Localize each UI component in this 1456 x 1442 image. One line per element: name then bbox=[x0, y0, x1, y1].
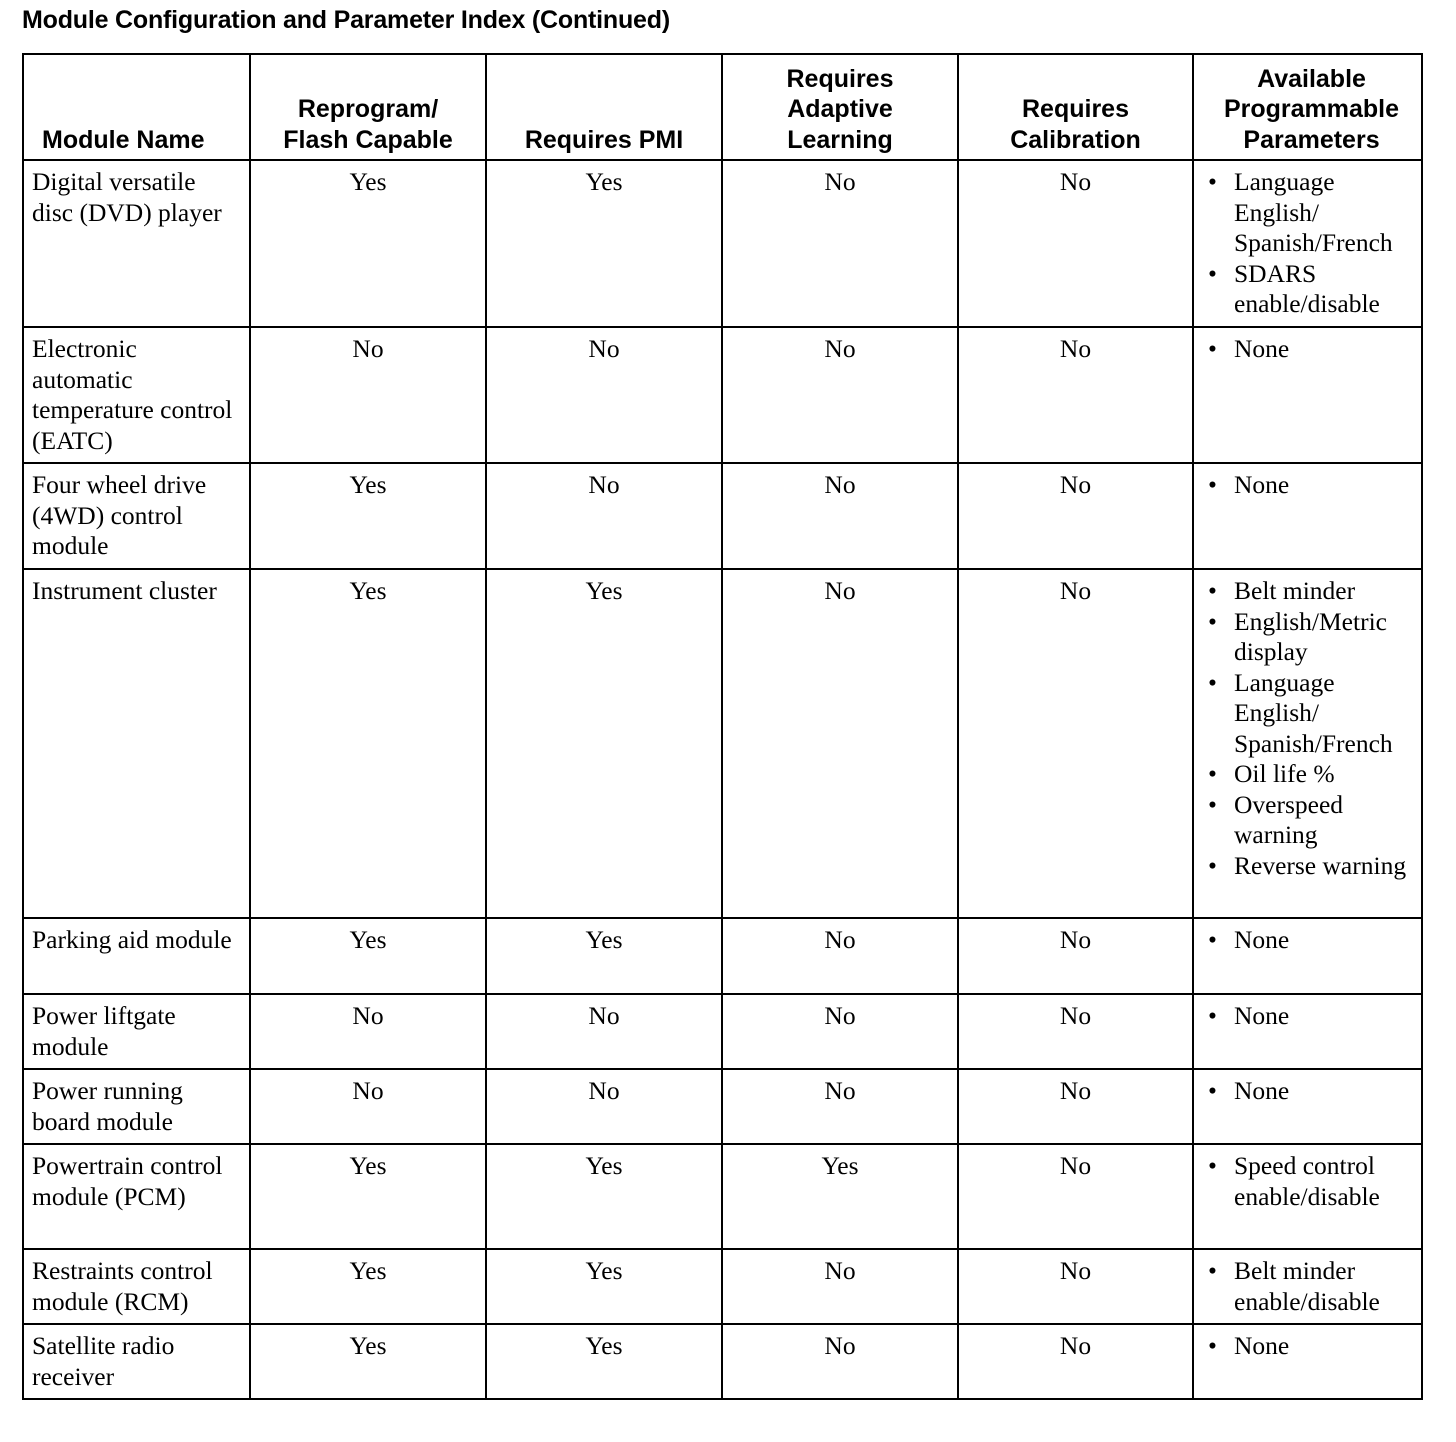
module-name-cell: Power liftgate module bbox=[23, 994, 250, 1069]
requires-pmi-cell: Yes bbox=[486, 1144, 722, 1249]
adaptive-learning-cell: No bbox=[722, 463, 958, 569]
header-module-name: Module Name bbox=[23, 54, 250, 160]
requires-pmi-cell: Yes bbox=[486, 1324, 722, 1399]
header-pmi: Requires PMI bbox=[486, 54, 722, 160]
parameter-item: • Overspeed warning bbox=[1234, 790, 1421, 851]
requires-pmi-cell: Yes bbox=[486, 569, 722, 918]
parameter-item: • Speed control enable/disable bbox=[1234, 1151, 1421, 1212]
parameters-list bbox=[1194, 334, 1421, 365]
requires-pmi-cell: No bbox=[486, 463, 722, 569]
parameter-item: • None bbox=[1234, 334, 1421, 365]
parameter-item: • Language English/ Spanish/French bbox=[1234, 668, 1421, 760]
parameters-cell bbox=[1193, 569, 1422, 918]
module-name-cell: Satellite radio receiver bbox=[23, 1324, 250, 1399]
flash-capable-cell: Yes bbox=[250, 463, 486, 569]
parameters-cell bbox=[1193, 918, 1422, 994]
module-name-cell: Powertrain control module (PCM) bbox=[23, 1144, 250, 1249]
header-calibration: Requires Calibration bbox=[958, 54, 1193, 160]
table-row bbox=[23, 463, 1422, 569]
adaptive-learning-cell: No bbox=[722, 994, 958, 1069]
adaptive-learning-cell: No bbox=[722, 1324, 958, 1399]
flash-capable-cell: Yes bbox=[250, 1144, 486, 1249]
parameters-list bbox=[1194, 1256, 1421, 1317]
table-row bbox=[23, 160, 1422, 327]
module-name-cell: Restraints control module (RCM) bbox=[23, 1249, 250, 1324]
parameters-list bbox=[1194, 1331, 1421, 1362]
page-title: Module Configuration and Parameter Index (Continued) bbox=[22, 6, 670, 34]
module-name-cell: Parking aid module bbox=[23, 918, 250, 994]
flash-capable-cell: Yes bbox=[250, 160, 486, 327]
calibration-cell: No bbox=[958, 1324, 1193, 1399]
adaptive-learning-cell: No bbox=[722, 1249, 958, 1324]
calibration-cell: No bbox=[958, 1069, 1193, 1144]
header-row bbox=[23, 54, 1422, 160]
parameter-item: • Oil life % bbox=[1234, 759, 1421, 790]
adaptive-learning-cell: Yes bbox=[722, 1144, 958, 1249]
parameter-item: • None bbox=[1234, 470, 1421, 501]
calibration-cell: No bbox=[958, 569, 1193, 918]
parameter-item: • SDARS enable/disable bbox=[1234, 259, 1421, 320]
parameters-cell bbox=[1193, 994, 1422, 1069]
parameters-list bbox=[1194, 925, 1421, 956]
table-row bbox=[23, 1069, 1422, 1144]
table-row bbox=[23, 994, 1422, 1069]
requires-pmi-cell: Yes bbox=[486, 1249, 722, 1324]
parameter-item: • None bbox=[1234, 925, 1421, 956]
calibration-cell: No bbox=[958, 1144, 1193, 1249]
requires-pmi-cell: No bbox=[486, 994, 722, 1069]
calibration-cell: No bbox=[958, 327, 1193, 463]
header-flash: Reprogram/ Flash Capable bbox=[250, 54, 486, 160]
module-name-cell: Four wheel drive (4WD) control module bbox=[23, 463, 250, 569]
flash-capable-cell: No bbox=[250, 327, 486, 463]
module-name-cell: Power running board module bbox=[23, 1069, 250, 1144]
parameters-cell bbox=[1193, 463, 1422, 569]
parameter-item: • None bbox=[1234, 1001, 1421, 1032]
parameter-item: • Language English/ Spanish/French bbox=[1234, 167, 1421, 259]
parameters-list bbox=[1194, 470, 1421, 501]
module-table bbox=[22, 53, 1423, 1400]
flash-capable-cell: No bbox=[250, 1069, 486, 1144]
adaptive-learning-cell: No bbox=[722, 327, 958, 463]
requires-pmi-cell: Yes bbox=[486, 918, 722, 994]
header-adaptive: Requires Adaptive Learning bbox=[722, 54, 958, 160]
requires-pmi-cell: No bbox=[486, 327, 722, 463]
flash-capable-cell: Yes bbox=[250, 918, 486, 994]
parameters-list bbox=[1194, 576, 1421, 881]
adaptive-learning-cell: No bbox=[722, 160, 958, 327]
calibration-cell: No bbox=[958, 994, 1193, 1069]
parameters-cell bbox=[1193, 1324, 1422, 1399]
parameter-item: • Belt minder bbox=[1234, 576, 1421, 607]
requires-pmi-cell: No bbox=[486, 1069, 722, 1144]
parameters-cell bbox=[1193, 1069, 1422, 1144]
module-name-cell: Instrument cluster bbox=[23, 569, 250, 918]
flash-capable-cell: Yes bbox=[250, 1324, 486, 1399]
parameter-item: • None bbox=[1234, 1331, 1421, 1362]
calibration-cell: No bbox=[958, 463, 1193, 569]
table-row bbox=[23, 569, 1422, 918]
parameters-cell bbox=[1193, 160, 1422, 327]
parameter-item: • Reverse warning bbox=[1234, 851, 1421, 882]
parameters-cell bbox=[1193, 1144, 1422, 1249]
requires-pmi-cell: Yes bbox=[486, 160, 722, 327]
table-row bbox=[23, 1324, 1422, 1399]
calibration-cell: No bbox=[958, 918, 1193, 994]
parameters-cell bbox=[1193, 327, 1422, 463]
table-row bbox=[23, 1249, 1422, 1324]
header-parameters: Available Programmable Parameters bbox=[1193, 54, 1422, 160]
parameters-list bbox=[1194, 1001, 1421, 1032]
adaptive-learning-cell: No bbox=[722, 569, 958, 918]
module-name-cell: Electronic automatic temperature control (EATC) bbox=[23, 327, 250, 463]
parameters-list bbox=[1194, 167, 1421, 320]
parameter-item: • None bbox=[1234, 1076, 1421, 1107]
table-row bbox=[23, 327, 1422, 463]
adaptive-learning-cell: No bbox=[722, 918, 958, 994]
parameter-item: • Belt minder enable/disable bbox=[1234, 1256, 1421, 1317]
parameters-list bbox=[1194, 1076, 1421, 1107]
parameters-list bbox=[1194, 1151, 1421, 1212]
table-row bbox=[23, 918, 1422, 994]
flash-capable-cell: Yes bbox=[250, 1249, 486, 1324]
parameter-item: • English/Metric display bbox=[1234, 607, 1421, 668]
calibration-cell: No bbox=[958, 1249, 1193, 1324]
flash-capable-cell: No bbox=[250, 994, 486, 1069]
adaptive-learning-cell: No bbox=[722, 1069, 958, 1144]
calibration-cell: No bbox=[958, 160, 1193, 327]
parameters-cell bbox=[1193, 1249, 1422, 1324]
module-name-cell: Digital versatile disc (DVD) player bbox=[23, 160, 250, 327]
table-row bbox=[23, 1144, 1422, 1249]
flash-capable-cell: Yes bbox=[250, 569, 486, 918]
